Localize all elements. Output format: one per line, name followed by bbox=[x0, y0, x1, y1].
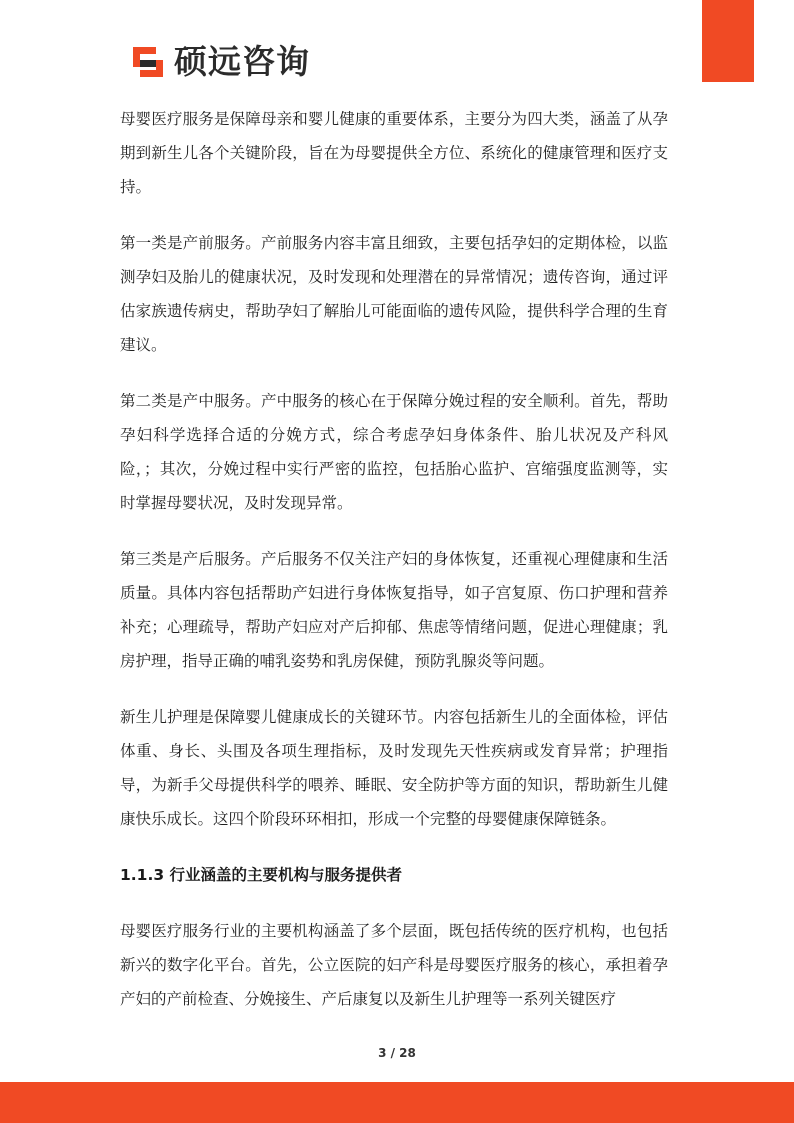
page-number: 3 / 28 bbox=[378, 1046, 416, 1060]
footer-accent-bar bbox=[0, 1082, 794, 1123]
section-heading: 1.1.3 行业涵盖的主要机构与服务提供者 bbox=[120, 866, 403, 884]
paragraph-institutions: 母婴医疗服务行业的主要机构涵盖了多个层面，既包括传统的医疗机构，也包括新兴的数字化平台。首先，公立医院的妇产科是母婴医疗服务的核心，承担着孕产妇的产前检查、分娩接生、产后康复以及新生儿护理等一系列关键医疗 bbox=[120, 922, 668, 1008]
paragraph-postpartum: 第三类是产后服务。产后服务不仅关注产妇的身体恢复，还重视心理健康和生活质量。具体内容包括帮助产妇进行身体恢复指导，如子宫复原、伤口护理和营养补充；心理疏导，帮助产妇应对产后抑郁、焦虑等情绪问题，促进心理健康；乳房护理，指导正确的哺乳姿势和乳房保健，预防乳腺炎等问题。 bbox=[120, 550, 668, 670]
brand-logo-mark-icon bbox=[130, 44, 166, 80]
brand-name: 硕远咨询 bbox=[174, 42, 310, 81]
paragraph-prenatal: 第一类是产前服务。产前服务内容丰富且细致，主要包括孕妇的定期体检，以监测孕妇及胎儿的健康状况，及时发现和处理潜在的异常情况；遗传咨询，通过评估家族遗传病史，帮助孕妇了解胎儿可能面临的遗传风险，提供科学合理的生育建议。 bbox=[120, 234, 668, 354]
brand-logo bbox=[130, 42, 310, 82]
paragraph-newborn: 新生儿护理是保障婴儿健康成长的关键环节。内容包括新生儿的全面体检，评估体重、身长、头围及各项生理指标，及时发现先天性疾病或发育异常；护理指导，为新手父母提供科学的喂养、睡眠、安全防护等方面的知识，帮助新生儿健康快乐成长。这四个阶段环环相扣，形成一个完整的母婴健康保障链条。 bbox=[120, 708, 668, 828]
corner-accent-block bbox=[702, 0, 754, 82]
paragraph-intrapartum: 第二类是产中服务。产中服务的核心在于保障分娩过程的安全顺利。首先，帮助孕妇科学选择合适的分娩方式，综合考虑孕妇身体条件、胎儿状况及产科风险，；其次，分娩过程中实行严密的监控，包括胎心监护、宫缩强度监测等，实时掌握母婴状况，及时发现异常。 bbox=[120, 392, 668, 512]
paragraph-intro: 母婴医疗服务是保障母亲和婴儿健康的重要体系，主要分为四大类，涵盖了从孕期到新生儿各个关键阶段，旨在为母婴提供全方位、系统化的健康管理和医疗支持。 bbox=[120, 110, 668, 196]
document-body bbox=[120, 102, 668, 1038]
